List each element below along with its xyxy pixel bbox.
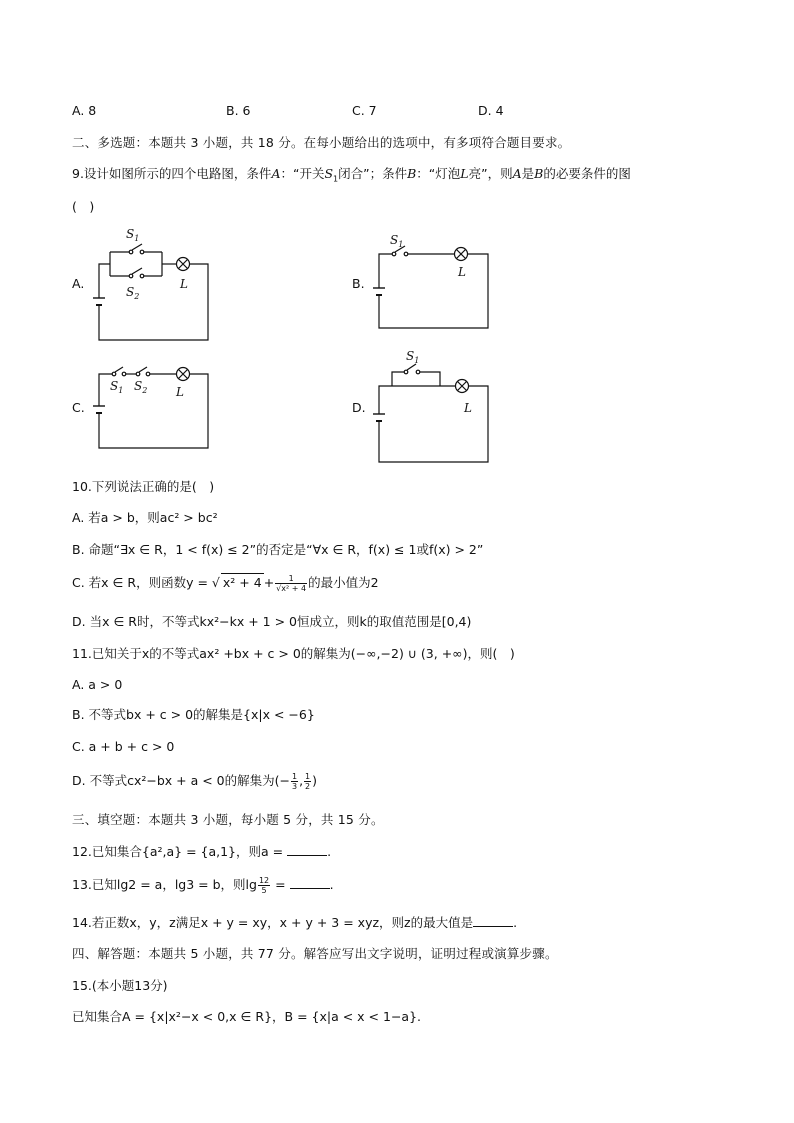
circuit-d-s1-label: $S_1$ [406,349,420,365]
circuit-c-label: C. [72,400,85,415]
section-4-heading: 四、解答题：本题共 5 小题，共 77 分。解答应写出文字说明，证明过程或演算步骤。 [72,946,558,961]
circuit-diagram-c [70,362,220,452]
circuit-b-s1-label: $S_1$ [390,233,404,249]
circuit-diagram-b [350,232,500,332]
question-11-option-c: C. a + b + c > 0 [72,739,175,754]
circuit-a-s2-label: $S_2$ [126,285,140,301]
question-9-stem: 9.设计如图所示的四个电路图，条件A：“开关$S_1$闭合”；条件B：“灯泡L亮”，则A是B的必要条件的图 [72,166,631,184]
circuit-c-lamp-label: L [176,385,184,399]
question-11-option-a: A. a > 0 [72,677,123,692]
question-10-stem: 10.下列说法正确的是( ) [72,479,215,494]
circuit-diagram-a [70,222,220,344]
circuit-a-lamp-label: L [180,277,188,291]
question-11-stem: 11.已知关于x的不等式ax² +bx + c > 0的解集为(−∞,−2) ∪ (3, +∞)，则( ) [72,646,515,661]
question-15-heading: 15.(本小题13分) [72,978,168,993]
question-10-option-c: C. 若x ∈ R，则函数y = √ x² + 4 + $\frac{1}{\text{√x² + 4}}$ 的最小值为2 [72,574,379,593]
q8-option-b: B. 6 [226,103,251,118]
question-15-body: 已知集合A = {x|x²−x < 0,x ∈ R}，B = {x|a < x < 1−a}. [72,1009,421,1024]
circuit-a-label: A. [72,276,85,291]
circuit-a-s1-label: $S_1$ [126,227,140,243]
question-10-option-b: B. 命题“∃x ∈ R，1 < f(x) ≤ 2”的否定是“∀x ∈ R，f(x) ≤ 1或f(x) > 2” [72,542,484,557]
question-14: 14.若正数x，y，z满足x + y = xy，x + y + 3 = xyz，则z的最大值是 . [72,915,518,930]
circuit-d-label: D. [352,400,366,415]
circuit-d-lamp-label: L [464,401,472,415]
question-10-option-d: D. 当x ∈ R时，不等式kx²−kx + 1 > 0恒成立，则k的取值范围是[0,4) [72,614,472,629]
question-9-paren: ( ) [72,199,95,214]
section-3-heading: 三、填空题：本题共 3 小题，每小题 5 分，共 15 分。 [72,812,384,827]
question-12: 12.已知集合{a²,a} = {a,1}，则a = . [72,844,332,859]
q8-option-a: A. 8 [72,103,97,118]
circuit-c-s2-label: $S_2$ [134,379,148,395]
circuit-c-s1-label: $S_1$ [110,379,124,395]
circuit-b-label: B. [352,276,365,291]
section-2-heading: 二、多选题：本题共 3 小题，共 18 分。在每小题给出的选项中，有多项符合题目要求。 [72,135,571,150]
answer-blank-12[interactable] [287,843,327,856]
question-10-option-a: A. 若a > b，则ac² > bc² [72,510,218,525]
q8-option-c: C. 7 [352,103,377,118]
circuit-b-lamp-label: L [458,265,466,279]
answer-blank-13[interactable] [290,876,330,889]
answer-blank-14[interactable] [473,914,513,927]
question-13: 13.已知lg2 = a，lg3 = b，则lg $\frac{12}{5}$ = . [72,876,334,895]
question-11-option-d: D. 不等式cx²−bx + a < 0的解集为(− $\frac{1}{3}$ , $\frac{1}{2}$ ) [72,772,318,791]
question-11-option-b: B. 不等式bx + c > 0的解集是{x|x < −6} [72,707,315,722]
circuit-diagram-d [350,348,500,466]
q8-option-d: D. 4 [478,103,504,118]
